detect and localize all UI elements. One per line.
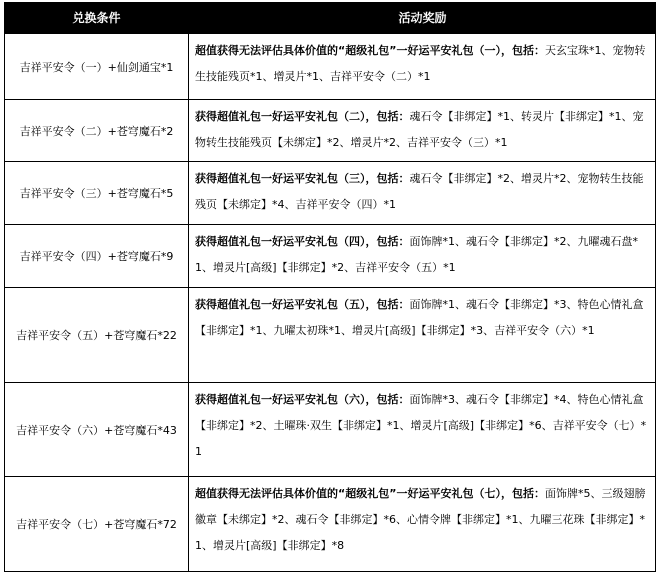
exchange-condition: 吉祥平安令（四）+苍穹魔石*9 [19,250,174,263]
reward-bold: 超值获得无法评估具体价值的“超级礼包”一好运平安礼包（一），包括： [195,44,545,57]
exchange-condition: 吉祥平安令（六）+苍穹魔石*43 [16,423,177,437]
table-row [5,287,655,382]
reward-cell [195,292,653,344]
reward-bold: 超值获得无法评估具体价值的“超级礼包”一好运平安礼包（七），包括： [195,487,545,500]
table-row [5,99,655,161]
table-row [5,161,655,224]
reward-bold: 获得超值礼包一好运平安礼包（五），包括： [195,298,410,311]
table-row [5,382,655,476]
reward-items: 魂石令【非绑定】*1、转灵片【非绑定】*1、宠物转生技能残页【未绑定】*2、增灵片*2、吉祥平安令（三）*1 [195,110,644,149]
header-reward: 活动奖励 [398,11,447,25]
reward-items: 面饰牌*1、魂石令【非绑定】*3、特色心情礼盒【非绑定】*1、九曜太初珠*1、增灵片[高级]【非绑定】*3、吉祥平安令（六）*1 [195,298,644,337]
exchange-table [4,2,656,572]
reward-bold: 获得超值礼包一好运平安礼包（三），包括： [195,172,410,185]
reward-bold: 获得超值礼包一好运平安礼包（六），包括： [195,393,410,406]
reward-cell [195,166,653,218]
exchange-condition: 吉祥平安令（一）+仙剑通宝*1 [19,60,174,74]
reward-cell [195,104,653,156]
table-row [5,476,655,571]
header-condition: 兑换条件 [72,11,121,25]
reward-items: 面饰牌*3、魂石令【非绑定】*4、特色心情礼盒【非绑定】*2、土曜珠·双生【非绑定】*1、增灵片[高级]【非绑定】*6、吉祥平安令（七）*1 [195,393,647,458]
exchange-condition: 吉祥平安令（七）+苍穹魔石*72 [16,518,177,531]
exchange-condition: 吉祥平安令（五）+苍穹魔石*22 [16,329,177,342]
reward-cell [195,387,653,465]
reward-items: 魂石令【非绑定】*2、增灵片*2、宠物转生技能残页【未绑定】*4、吉祥平安令（四）*1 [195,172,644,211]
reward-cell [195,38,653,90]
reward-bold: 获得超值礼包一好运平安礼包（四），包括： [195,235,410,248]
exchange-condition: 吉祥平安令（二）+苍穹魔石*2 [19,124,174,138]
table-row [5,33,655,99]
reward-items: 面饰牌*1、魂石令【非绑定】*2、九曜魂石盘*1、增灵片[高级]【非绑定】*2、吉祥平安令（五）*1 [195,235,638,274]
exchange-condition: 吉祥平安令（三）+苍穹魔石*5 [19,187,174,200]
table-row [5,224,655,287]
reward-items: 天玄宝珠*1、宠物转生技能残页*1、增灵片*1、吉祥平安令（二）*1 [195,44,646,83]
reward-cell [195,481,653,559]
reward-items: 面饰牌*5、三级翅膀徽章【未绑定】*2、魂石令【非绑定】*6、心情令牌【非绑定】*1、九曜三花珠【非绑定】*1、增灵片[高级]【非绑定】*8 [195,487,646,552]
reward-cell [195,229,653,281]
table-header [5,3,655,33]
reward-bold: 获得超值礼包一好运平安礼包（二），包括： [195,110,410,123]
